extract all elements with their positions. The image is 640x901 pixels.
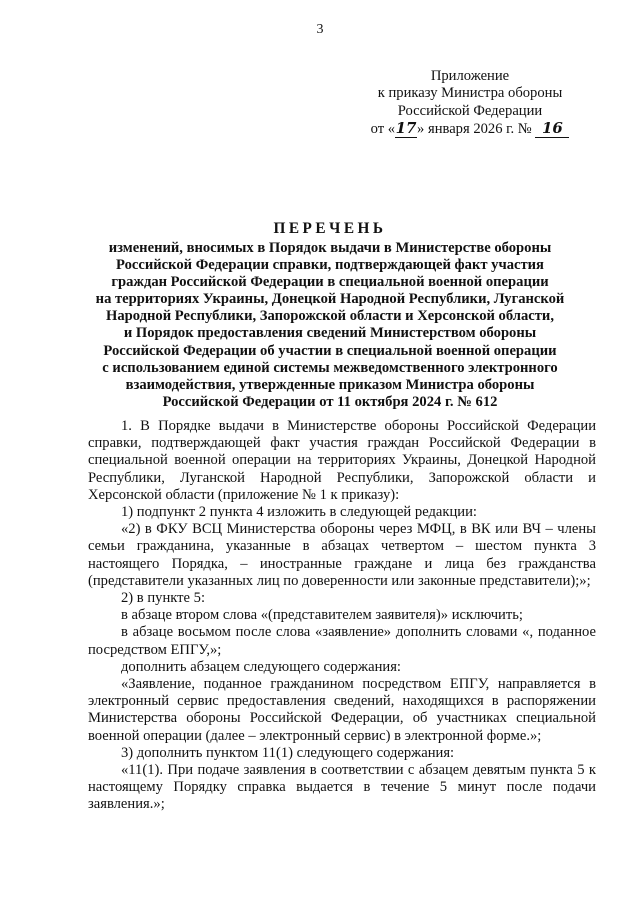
- subtitle-line: граждан Российской Федерации в специальной военной операции: [111, 274, 549, 291]
- order-day: 17: [395, 118, 417, 137]
- appendix-line-1: Приложение: [430, 68, 510, 84]
- appendix-line-3: Российской Федерации: [397, 102, 543, 119]
- body-paragraph: в абзаце восьмом после слова «заявление» дополнить словами «, поданное посредством ЕПГУ,»;: [88, 624, 596, 658]
- subtitle-line: Российской Федерации об участии в специальной военной операции: [103, 342, 557, 359]
- subtitle-line: с использованием единой системы межведомственного электронного: [102, 359, 558, 376]
- subtitle-line: на территориях Украины, Донецкой Народной Республики, Луганской: [95, 291, 565, 308]
- body-paragraph: в абзаце втором слова «(представителем заявителя)» исключить;: [121, 607, 523, 624]
- date-prefix: от «: [370, 120, 396, 137]
- body-paragraph: 3) дополнить пунктом 11(1) следующего содержания:: [121, 744, 455, 761]
- page-number: 3: [316, 22, 324, 37]
- appendix-date-line: [330, 120, 610, 138]
- subtitle-line: Российской Федерации справки, подтверждающей факт участия: [116, 257, 544, 274]
- subtitle-line: изменений, вносимых в Порядок выдачи в Министерстве обороны: [108, 240, 552, 256]
- date-middle: » января 2026 г. №: [417, 120, 532, 137]
- appendix-header: [330, 68, 610, 138]
- subtitle-line: Народной Республики, Запорожской области и Херсонской области,: [106, 308, 554, 325]
- body-paragraph: дополнить абзацем следующего содержания:: [121, 658, 401, 675]
- body-paragraph: «11(1). При подаче заявления в соответствии с абзацем девятым пункта 5 к настоящему Порядку справка выдается в течение 5 минут после подачи заявления.»;: [88, 762, 596, 813]
- document-body: [88, 418, 596, 814]
- body-paragraph: 1. В Порядке выдачи в Министерстве обороны Российской Федерации справки, подтверждающей факт участия граждан Российской Федерации в специальной военной операции на территориях Украины, Донецкой Народной Республики, Луганской Народной Республики, Запорожской области и Херсонской области (приложение № 1 к приказу):: [88, 418, 596, 503]
- body-paragraph: 1) подпункт 2 пункта 4 изложить в следующей редакции:: [121, 504, 477, 521]
- document-subtitle: [60, 240, 600, 411]
- appendix-line-2: к приказу Министра обороны: [377, 85, 563, 102]
- body-paragraph: «Заявление, поданное гражданином посредством ЕПГУ, направляется в электронный сервис предоставления сведений, находящихся в распоряжении Министерства обороны Российской Федерации, об участниках специальной военной операции (далее – электронный сервис) в электронной форме.»;: [88, 676, 596, 744]
- body-paragraph: «2) в ФКУ ВСЦ Министерства обороны через МФЦ, в ВК или ВЧ – члены семьи гражданина, указанные в абзацах четвертом – шестом пункта 3 настоящего Порядка, – иностранные граждане и лица без гражданства (представители указанных лиц по доверенности или законные представители);»;: [88, 521, 596, 589]
- subtitle-line: взаимодействия, утвержденные приказом Министра обороны: [125, 376, 535, 393]
- body-paragraph: 2) в пункте 5:: [121, 590, 206, 607]
- subtitle-line: Российской Федерации от 11 октября 2024 г. № 612: [162, 393, 498, 410]
- order-number: 16: [535, 120, 569, 138]
- document-title: ПЕРЕЧЕНЬ: [273, 220, 387, 237]
- subtitle-line: и Порядок предоставления сведений Министерством обороны: [123, 325, 537, 342]
